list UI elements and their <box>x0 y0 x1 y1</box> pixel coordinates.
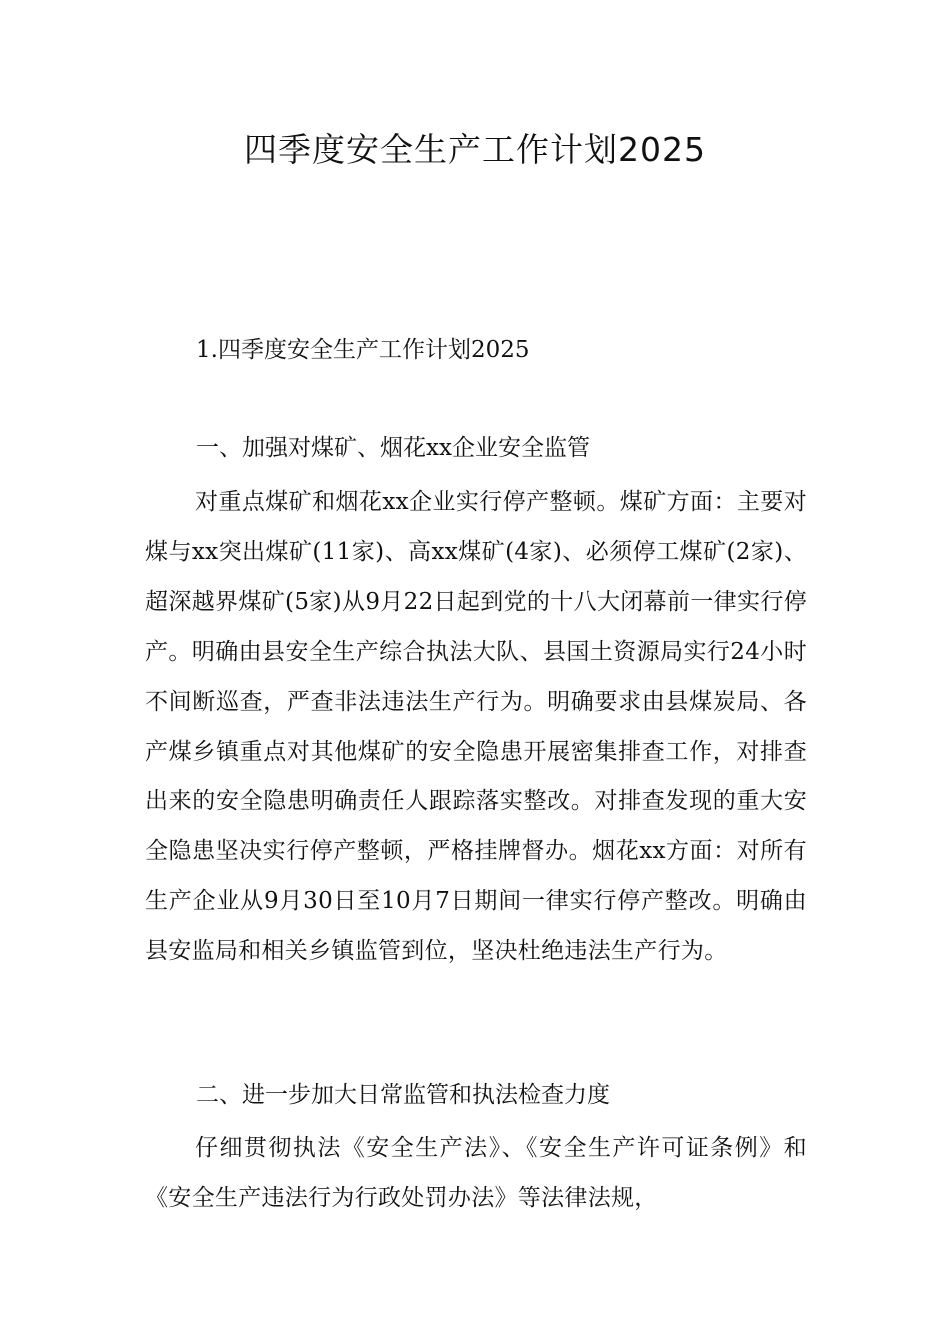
toc-entry: 1.四季度安全生产工作计划2025 <box>196 337 530 363</box>
section-body-2: 仔细贯彻执法《安全生产法》、《安全生产许可证条例》和《安全生产违法行为行政处罚办法》等法律法规， <box>145 1135 807 1211</box>
section-heading-1: 一、加强对煤矿、烟花xx企业安全监管 <box>196 435 590 461</box>
section-heading-2: 二、进一步加大日常监管和执法检查力度 <box>196 1082 610 1108</box>
section-body-1: 对重点煤矿和烟花xx企业实行停产整顿。煤矿方面：主要对煤与xx突出煤矿(11家)、高xx煤矿(4家)、必须停工煤矿(2家)、超深越界煤矿(5家)从9月22日起到党的十八大闭幕前一律实行停产。明确由县安全生产综合执法大队、县国土资源局实行24小时不间断巡查，严查非法违法生产行为。明确要求由县煤炭局、各产煤乡镇重点对其他煤矿的安全隐患开展密集排查工作，对排查出来的安全隐患明确责任人跟踪落实整改。对排查发现的重大安全隐患坚决实行停产整顿，严格挂牌督办。烟花xx方面：对所有生产企业从9月30日至10月7日期间一律实行停产整改。明确由县安监局和相关乡镇监管到位，坚决杜绝违法生产行为。 <box>145 489 807 965</box>
document-title: 四季度安全生产工作计划2025 <box>244 130 706 169</box>
